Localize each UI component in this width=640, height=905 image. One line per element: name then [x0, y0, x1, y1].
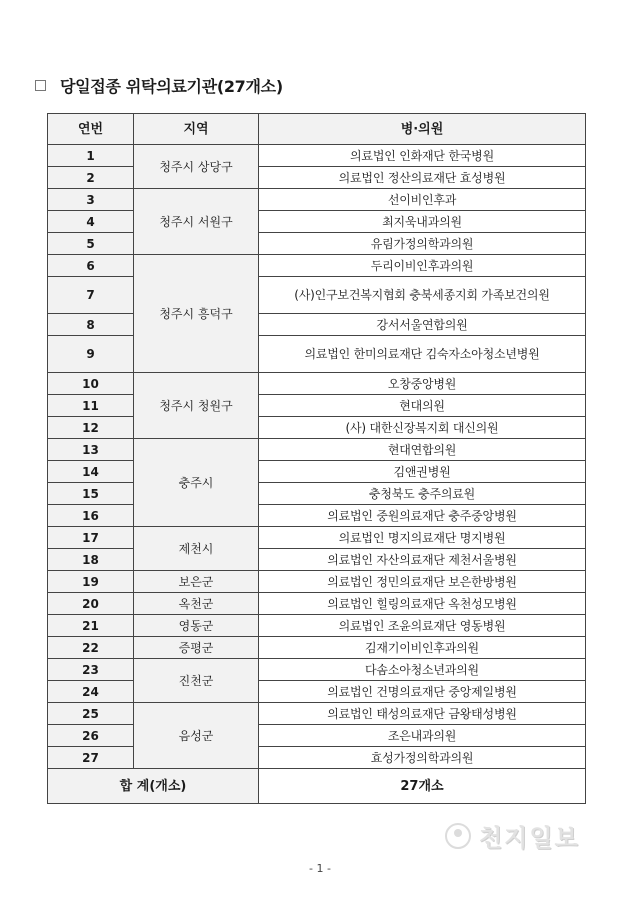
- row-no: 10: [48, 373, 134, 395]
- region-cell: 청주시 청원구: [134, 373, 259, 439]
- row-no: 15: [48, 483, 134, 505]
- region-cell: 영동군: [134, 615, 259, 637]
- table-row: [48, 681, 586, 703]
- table-row: [48, 593, 586, 615]
- row-no: 25: [48, 703, 134, 725]
- institution-cell: 의료법인 건명의료재단 중앙제일병원: [259, 681, 586, 703]
- institution-cell: (사)인구보건복지협회 충북세종지회 가족보건의원: [259, 277, 586, 314]
- row-no: 5: [48, 233, 134, 255]
- row-no: 9: [48, 336, 134, 373]
- row-no: 8: [48, 314, 134, 336]
- institution-cell: 현대연합의원: [259, 439, 586, 461]
- row-no: 13: [48, 439, 134, 461]
- institution-cell: 김앤권병원: [259, 461, 586, 483]
- document-title: [35, 70, 283, 100]
- row-no: 7: [48, 277, 134, 314]
- table-row: [48, 277, 586, 314]
- row-no: 4: [48, 211, 134, 233]
- table-header-row: [48, 114, 586, 145]
- region-cell: 음성군: [134, 703, 259, 769]
- row-no: 24: [48, 681, 134, 703]
- row-no: 3: [48, 189, 134, 211]
- header-region: 지역: [134, 114, 259, 145]
- table-row: [48, 659, 586, 681]
- institution-cell: 현대의원: [259, 395, 586, 417]
- institution-cell: 의료법인 힐링의료재단 옥천성모병원: [259, 593, 586, 615]
- row-no: 21: [48, 615, 134, 637]
- institution-cell: 의료법인 정민의료재단 보은한방병원: [259, 571, 586, 593]
- institution-cell: 선이비인후과: [259, 189, 586, 211]
- table-row: [48, 211, 586, 233]
- region-cell: 증평군: [134, 637, 259, 659]
- table-row: [48, 505, 586, 527]
- region-cell: 제천시: [134, 527, 259, 571]
- region-cell: 충주시: [134, 439, 259, 527]
- institution-cell: 의료법인 조윤의료재단 영동병원: [259, 615, 586, 637]
- row-no: 22: [48, 637, 134, 659]
- table-row: [48, 725, 586, 747]
- header-no: 연번: [48, 114, 134, 145]
- total-row: [48, 769, 586, 804]
- institution-cell: 충청북도 충주의료원: [259, 483, 586, 505]
- table-row: [48, 255, 586, 277]
- row-no: 20: [48, 593, 134, 615]
- institution-cell: 오창중앙병원: [259, 373, 586, 395]
- institution-cell: 강서서울연합의원: [259, 314, 586, 336]
- institution-cell: 의료법인 정산의료재단 효성병원: [259, 167, 586, 189]
- table-row: [48, 637, 586, 659]
- row-no: 17: [48, 527, 134, 549]
- table-row: [48, 549, 586, 571]
- row-no: 14: [48, 461, 134, 483]
- institution-cell: 의료법인 명지의료재단 명지병원: [259, 527, 586, 549]
- row-no: 11: [48, 395, 134, 417]
- watermark: [445, 818, 580, 853]
- table-row: [48, 189, 586, 211]
- row-no: 12: [48, 417, 134, 439]
- table-row: [48, 703, 586, 725]
- institution-table: [47, 113, 586, 804]
- region-cell: 진천군: [134, 659, 259, 703]
- institution-cell: 최지욱내과의원: [259, 211, 586, 233]
- table-row: [48, 145, 586, 167]
- total-value: 27개소: [259, 769, 586, 804]
- row-no: 16: [48, 505, 134, 527]
- header-institution: 병·의원: [259, 114, 586, 145]
- row-no: 19: [48, 571, 134, 593]
- watermark-text: 천지일보: [479, 824, 580, 852]
- row-no: 1: [48, 145, 134, 167]
- institution-cell: 조은내과의원: [259, 725, 586, 747]
- table-row: [48, 167, 586, 189]
- row-no: 27: [48, 747, 134, 769]
- table-row: [48, 395, 586, 417]
- table-row: [48, 439, 586, 461]
- title-text: 당일접종 위탁의료기관(27개소): [60, 76, 283, 96]
- row-no: 6: [48, 255, 134, 277]
- region-cell: 보은군: [134, 571, 259, 593]
- newspaper-logo-icon: [445, 823, 471, 849]
- table-row: [48, 336, 586, 373]
- region-cell: 청주시 상당구: [134, 145, 259, 189]
- institution-cell: 의료법인 태성의료재단 금왕태성병원: [259, 703, 586, 725]
- institution-cell: 의료법인 인화재단 한국병원: [259, 145, 586, 167]
- institution-cell: 두리이비인후과의원: [259, 255, 586, 277]
- table-row: [48, 461, 586, 483]
- institution-cell: 의료법인 한미의료재단 김숙자소아청소년병원: [259, 336, 586, 373]
- page-number: - 1 -: [309, 862, 331, 875]
- institution-cell: (사) 대한신장복지회 대신의원: [259, 417, 586, 439]
- checkbox-square-icon: [35, 80, 46, 91]
- total-label: 합 계(개소): [48, 769, 259, 804]
- table-row: [48, 615, 586, 637]
- row-no: 23: [48, 659, 134, 681]
- table-row: [48, 483, 586, 505]
- institution-cell: 유림가정의학과의원: [259, 233, 586, 255]
- row-no: 26: [48, 725, 134, 747]
- table-row: [48, 314, 586, 336]
- row-no: 18: [48, 549, 134, 571]
- region-cell: 청주시 서원구: [134, 189, 259, 255]
- institution-cell: 다솜소아청소년과의원: [259, 659, 586, 681]
- row-no: 2: [48, 167, 134, 189]
- table-row: [48, 747, 586, 769]
- institution-cell: 의료법인 중원의료재단 충주중앙병원: [259, 505, 586, 527]
- institution-cell: 김재기이비인후과의원: [259, 637, 586, 659]
- table-row: [48, 373, 586, 395]
- region-cell: 청주시 흥덕구: [134, 255, 259, 373]
- region-cell: 옥천군: [134, 593, 259, 615]
- institution-cell: 효성가정의학과의원: [259, 747, 586, 769]
- institution-cell: 의료법인 자산의료재단 제천서울병원: [259, 549, 586, 571]
- table-row: [48, 233, 586, 255]
- table-row: [48, 417, 586, 439]
- table-row: [48, 527, 586, 549]
- table-row: [48, 571, 586, 593]
